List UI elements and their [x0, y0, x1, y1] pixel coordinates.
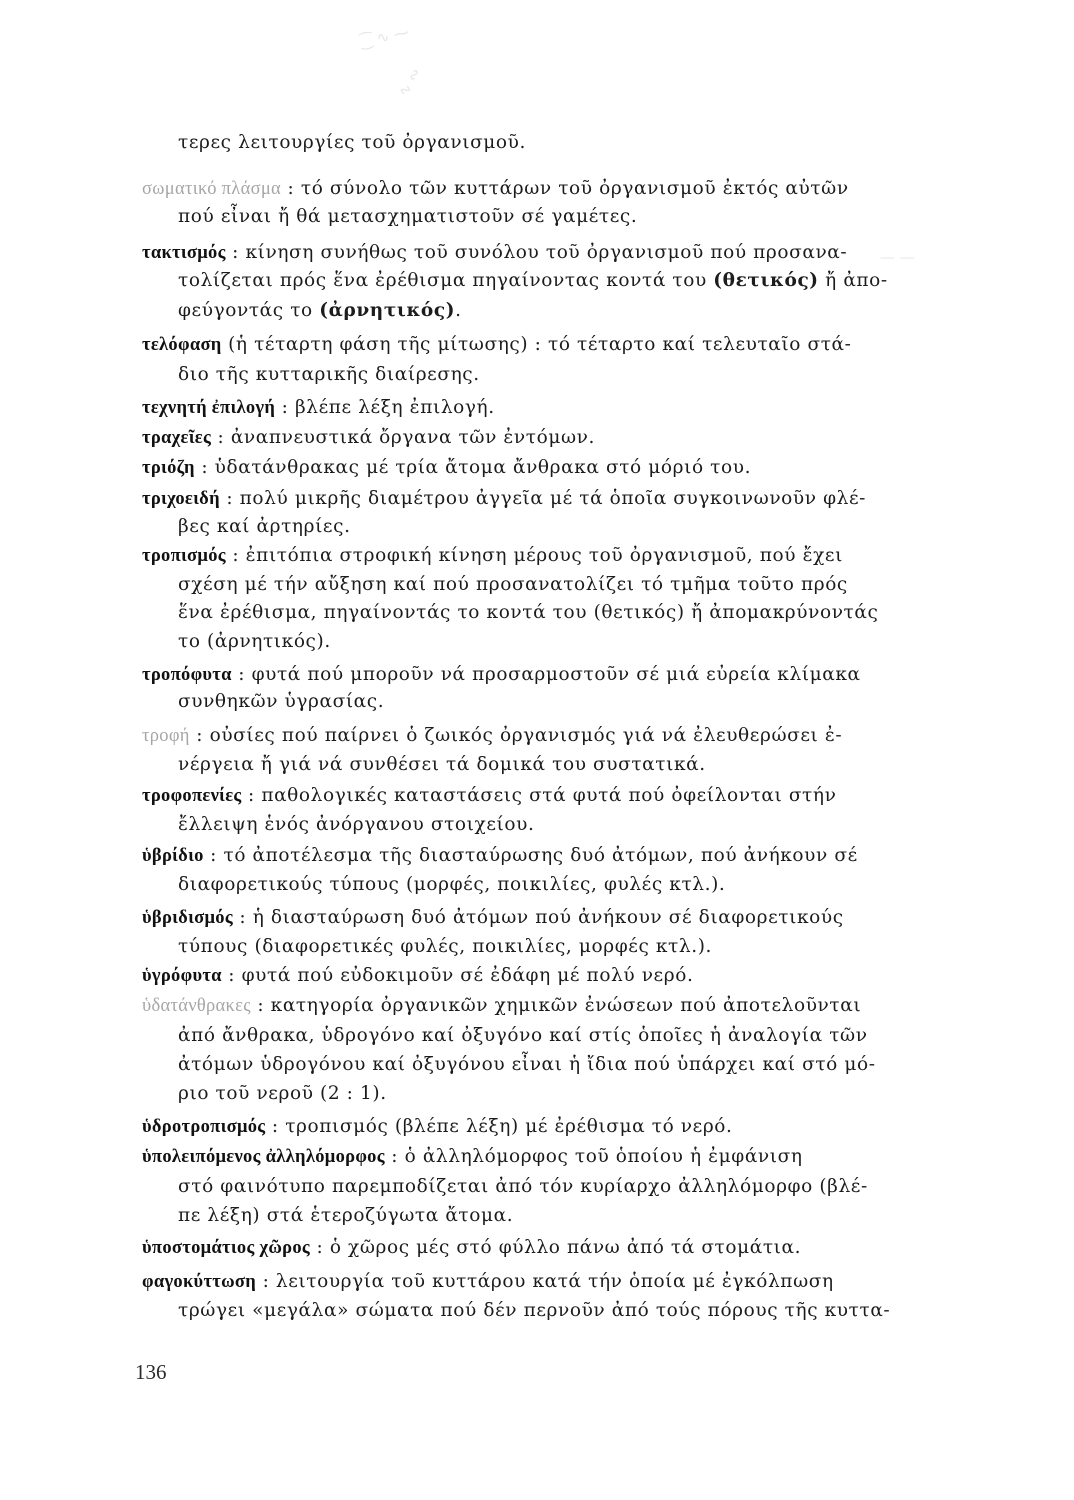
entry-first-line: ὑπολειπόμενος ἀλληλόμορφος : ὁ ἀλληλόμορφος τοῦ ὁποίου ἡ ἐμφάνιση: [142, 1146, 803, 1167]
entry-text-line: στό φαινότυπο παρεμποδίζεται ἀπό τόν κυρίαρχο ἀλληλόμορφο (βλέ-: [178, 1176, 868, 1197]
entry-first-line: ὑβρίδιο : τό ἀποτέλεσμα τῆς διασταύρωσης δυό ἀτόμων, πού ἀνήκουν σέ: [142, 845, 858, 866]
bleed-through-mark: — —: [880, 248, 915, 266]
bleed-through-mark: ⁐ ∿ ⁓: [358, 23, 411, 51]
entry-text-line: ριο τοῦ νεροῦ (2 : 1).: [178, 1083, 387, 1104]
entry-text-line: ἀπό ἄνθρακα, ὑδρογόνο καί ὀξυγόνο καί στίς ὁποῖες ἡ ἀναλογία τῶν: [178, 1025, 868, 1046]
entry-first-line: τριόζη : ὑδατάνθρακας μέ τρία ἄτομα ἄνθρακα στό μόριό του.: [142, 457, 752, 478]
entry-text-line: τολίζεται πρός ἕνα ἐρέθισμα πηγαίνοντας κοντά του (θετικός) ἤ ἀπο-: [178, 270, 888, 291]
entry-text-line: σχέση μέ τήν αὔξηση καί πού προσανατολίζει τό τμῆμα τοῦτο πρός: [178, 574, 848, 595]
entry-text-line: τερες λειτουργίες τοῦ ὀργανισμοῦ.: [178, 132, 526, 153]
entry-term: τριχοειδή: [142, 489, 220, 509]
entry-text-line: ἀτόμων ὑδρογόνου καί ὀξυγόνου εἶναι ἡ ἴδια πού ὑπάρχει καί στό μό-: [178, 1054, 876, 1075]
entry-first-line: τακτισμός : κίνηση συνήθως τοῦ συνόλου τοῦ ὀργανισμοῦ πού προσανα-: [142, 242, 848, 263]
entry-term: τελόφαση: [142, 335, 222, 355]
entry-first-line: ὑποστομάτιος χῶρος : ὁ χῶρος μές στό φύλλο πάνω ἀπό τά στομάτια.: [142, 1237, 802, 1258]
entry-text-line: φεύγοντάς το (ἀρνητικός).: [178, 300, 462, 321]
entry-term: τροφή: [142, 726, 190, 746]
entry-first-line: ὑδροτροπισμός : τροπισμός (βλέπε λέξη) μέ ἐρέθισμα τό νερό.: [142, 1116, 733, 1137]
entry-term: τριόζη: [142, 458, 195, 478]
entry-term: ὑδροτροπισμός: [142, 1117, 266, 1137]
entry-term: ὑποστομάτιος χῶρος: [142, 1238, 311, 1258]
entry-first-line: ὑδατάνθρακες : κατηγορία ὀργανικῶν χημικῶν ἐνώσεων πού ἀποτελοῦνται: [142, 995, 862, 1016]
entry-term: ὑπολειπόμενος ἀλληλόμορφος: [142, 1147, 385, 1167]
entry-text-line: διο τῆς κυτταρικῆς διαίρεσης.: [178, 364, 480, 385]
entry-term: τροφοπενίες: [142, 786, 242, 806]
entry-first-line: τροπισμός : ἐπιτόπια στροφική κίνηση μέρους τοῦ ὀργανισμοῦ, πού ἔχει: [142, 545, 843, 566]
entry-first-line: σωματικό πλάσμα : τό σύνολο τῶν κυττάρων τοῦ ὀργανισμοῦ ἐκτός αὐτῶν: [142, 178, 849, 199]
entry-first-line: τεχνητή ἐπιλογή : βλέπε λέξη ἐπιλογή.: [142, 397, 495, 418]
page-number: 136: [135, 1360, 167, 1384]
entry-term: τεχνητή ἐπιλογή: [142, 398, 276, 418]
entry-first-line: ὑβριδισμός : ἡ διασταύρωση δυό ἀτόμων πού ἀνήκουν σέ διαφορετικούς: [142, 907, 844, 928]
entry-term: τραχεῖες: [142, 428, 212, 448]
entry-term: ὑγρόφυτα: [142, 966, 222, 986]
entry-term: ὑβρίδιο: [142, 846, 204, 866]
entry-first-line: φαγοκύττωση : λειτουργία τοῦ κυττάρου κατά τήν ὁποία μέ ἐγκόλπωση: [142, 1271, 834, 1292]
entry-term: τακτισμός: [142, 243, 226, 263]
entry-text-line: ἔλλειψη ἑνός ἀνόργανου στοιχείου.: [178, 814, 535, 835]
entry-text-line: πού εἶναι ἤ θά μετασχηματιστοῦν σέ γαμέτες.: [178, 206, 638, 227]
entry-first-line: ὑγρόφυτα : φυτά πού εὐδοκιμοῦν σέ ἐδάφη μέ πολύ νερό.: [142, 965, 694, 986]
entry-text-line: πε λέξη) στά ἑτεροζύγωτα ἄτομα.: [178, 1205, 514, 1226]
entry-text-line: συνθηκῶν ὑγρασίας.: [178, 691, 385, 712]
entry-text-line: το (ἀρνητικός).: [178, 631, 331, 652]
entry-first-line: τριχοειδή : πολύ μικρῆς διαμέτρου ἀγγεῖα μέ τά ὁποῖα συγκοινωνοῦν φλέ-: [142, 488, 866, 509]
entry-first-line: τροφοπενίες : παθολογικές καταστάσεις στά φυτά πού ὀφείλονται στήν: [142, 785, 837, 806]
entry-term: ὑδατάνθρακες: [142, 996, 251, 1016]
entry-first-line: τραχεῖες : ἀναπνευστικά ὄργανα τῶν ἐντόμων.: [142, 427, 595, 448]
entry-first-line: τροφή : οὐσίες πού παίρνει ὁ ζωικός ὀργανισμός γιά νά ἐλευθερώσει ἐ-: [142, 725, 843, 746]
entry-term: τροπισμός: [142, 546, 226, 566]
entry-text-line: τρώγει «μεγάλα» σώματα πού δέν περνοῦν ἀπό τούς πόρους τῆς κυττα-: [178, 1300, 891, 1321]
entry-text-line: διαφορετικούς τύπους (μορφές, ποικιλίες, φυλές κτλ.).: [178, 874, 726, 895]
entry-term: ὑβριδισμός: [142, 908, 233, 928]
entry-text-line: βες καί ἀρτηρίες.: [178, 516, 351, 537]
entry-text-line: νέργεια ἤ γιά νά συνθέσει τά δομικά του συστατικά.: [178, 754, 706, 775]
entry-text-line: τύπους (διαφορετικές φυλές, ποικιλίες, μορφές κτλ.).: [178, 936, 712, 957]
entry-term: φαγοκύττωση: [142, 1272, 257, 1292]
entry-first-line: τελόφαση (ἡ τέταρτη φάση τῆς μίτωσης) : τό τέταρτο καί τελευταῖο στά-: [142, 334, 852, 355]
entry-text-line: ἕνα ἐρέθισμα, πηγαίνοντάς το κοντά του (θετικός) ἤ ἀπομακρύνοντάς: [178, 602, 879, 623]
entry-term: σωματικό πλάσμα: [142, 179, 282, 199]
entry-term: τροπόφυτα: [142, 665, 232, 685]
entry-first-line: τροπόφυτα : φυτά πού μποροῦν νά προσαρμοστοῦν σέ μιά εὐρεία κλίμακα: [142, 664, 861, 685]
bleed-through-mark: ∿ ∾: [394, 64, 425, 100]
